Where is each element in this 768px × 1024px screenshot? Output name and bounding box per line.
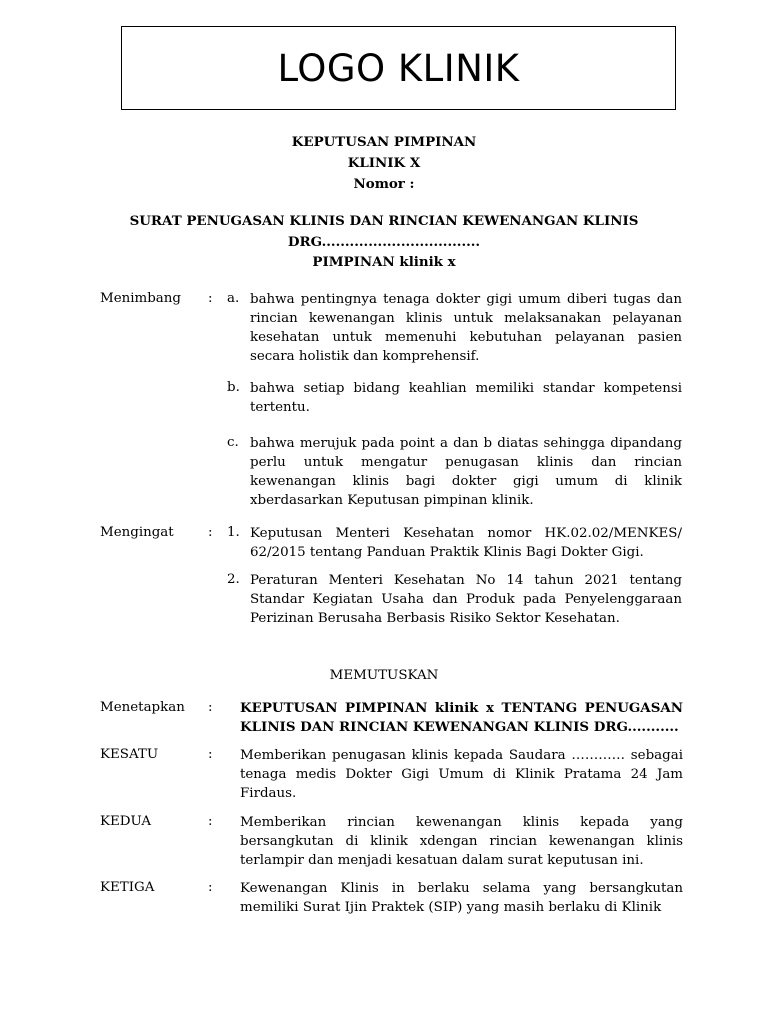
kedua-text: Memberikan rincian kewenangan klinis kepada yang bersangkutan di klinik xdengan rincian kewenangan klinis terlampir dan menjadi kesatuan dalam surat keputusan ini. <box>240 815 683 868</box>
kesatu-colon: : <box>208 747 213 762</box>
menetapkan-colon: : <box>208 700 213 715</box>
subject-line-1: SURAT PENUGASAN KLINIS DAN RINCIAN KEWENANGAN KLINIS <box>129 213 639 229</box>
logo-box <box>121 26 676 110</box>
ketiga-label: KETIGA <box>100 880 155 895</box>
kedua-colon: : <box>208 814 213 829</box>
menetapkan-text: KEPUTUSAN PIMPINAN klinik x TENTANG PENUGASAN KLINIS DAN RINCIAN KEWENANGAN KLINIS DRG........... <box>240 700 683 735</box>
menimbang-marker-b: b. <box>227 380 240 395</box>
memutuskan-heading: MEMUTUSKAN <box>329 668 439 683</box>
mengingat-label: Mengingat <box>100 525 174 540</box>
menimbang-marker-a: a. <box>227 291 240 306</box>
menimbang-item-b: bahwa setiap bidang keahlian memiliki standar kompetensi tertentu. <box>250 381 682 415</box>
mengingat-marker-2: 2. <box>227 572 240 587</box>
ketiga-text: Kewenangan Klinis in berlaku selama yang bersangkutan memiliki Surat Ijin Praktek (SIP) yang masih berlaku di Klinik <box>240 881 683 915</box>
mengingat-item-1: Keputusan Menteri Kesehatan nomor HK.02.02/MENKES/ 62/2015 tentang Panduan Praktik Klinis Bagi Dokter Gigi. <box>250 526 682 560</box>
kedua-label: KEDUA <box>100 814 152 829</box>
mengingat-colon: : <box>208 525 213 540</box>
subject-line-2: DRG.................................. <box>287 234 481 250</box>
menetapkan-label: Menetapkan <box>100 700 185 715</box>
header-number: Nomor : <box>353 176 415 192</box>
kesatu-text: Memberikan penugasan klinis kepada Saudara ………… sebagai tenaga medis Dokter Gigi Umum di Klinik Pratama 24 Jam Firdaus. <box>240 748 683 801</box>
kesatu-label: KESATU <box>100 747 159 762</box>
menimbang-colon: : <box>208 291 213 306</box>
menimbang-item-a: bahwa pentingnya tenaga dokter gigi umum diberi tugas dan rincian kewenangan klinis untuk melaksanakan pelayanan kesehatan untuk memenuhi kebutuhan pelayanan pasien secara holistik dan komprehensif. <box>250 292 682 364</box>
mengingat-marker-1: 1. <box>227 525 240 540</box>
header-title: KEPUTUSAN PIMPINAN <box>291 134 477 150</box>
menimbang-marker-c: c. <box>227 435 239 450</box>
logo-text: LOGO KLINIK <box>277 46 520 90</box>
menimbang-label: Menimbang <box>100 291 181 306</box>
mengingat-item-2: Peraturan Menteri Kesehatan No 14 tahun 2021 tentang Standar Kegiatan Usaha dan Produk pada Penyelenggaraan Perizinan Berusaha Berbasis Risiko Sektor Kesehatan. <box>250 573 682 626</box>
ketiga-colon: : <box>208 880 213 895</box>
header-clinic: KLINIK X <box>347 155 421 171</box>
menimbang-item-c: bahwa merujuk pada point a dan b diatas sehingga dipandang perlu untuk mengatur penugasan klinis dan rincian kewenangan klinis bagi dokter gigi umum di klinik xberdasarkan Keputusan pimpinan klinik. <box>250 436 682 508</box>
subject-line-3: PIMPINAN klinik x <box>312 254 456 270</box>
